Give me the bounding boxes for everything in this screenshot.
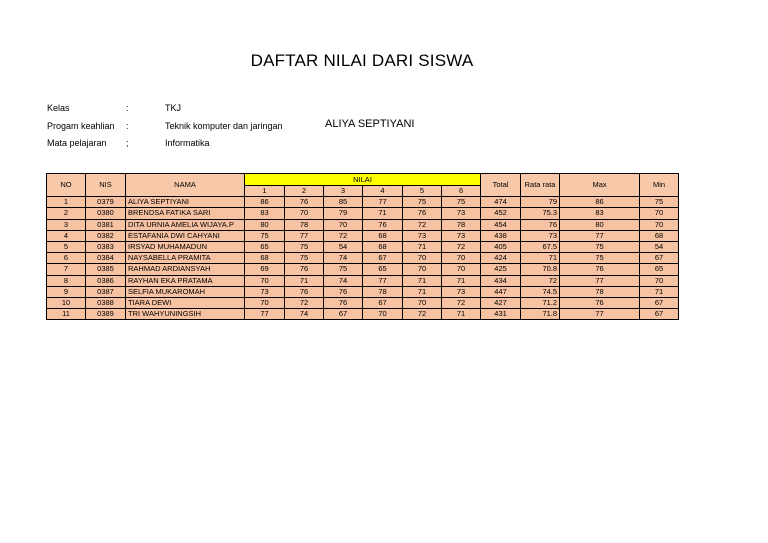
row-max: 86 [560, 197, 640, 208]
row-max: 78 [560, 286, 640, 297]
row-no: 3 [47, 219, 86, 230]
row-total: 405 [481, 241, 521, 252]
header-no: NO [47, 174, 86, 197]
row-nilai: 70 [285, 208, 324, 219]
row-rata: 75.3 [521, 208, 560, 219]
table-row [47, 297, 679, 308]
row-nilai: 76 [285, 197, 324, 208]
row-nilai: 65 [363, 264, 403, 275]
info-label-program: Progam keahlian [47, 121, 115, 131]
row-min: 67 [640, 297, 679, 308]
info-value-mapel: Informatika [165, 138, 210, 148]
row-nilai: 74 [285, 309, 324, 320]
row-nis: 0385 [86, 264, 126, 275]
table-row [47, 286, 679, 297]
row-nilai: 68 [363, 241, 403, 252]
row-max: 77 [560, 309, 640, 320]
row-nilai: 65 [245, 241, 285, 252]
row-nilai: 73 [403, 230, 442, 241]
row-max: 77 [560, 275, 640, 286]
table-row [47, 241, 679, 252]
row-nilai: 71 [403, 241, 442, 252]
page-title: DAFTAR NILAI DARI SISWA [250, 51, 474, 70]
info-label-kelas: Kelas [47, 103, 70, 113]
row-nilai: 74 [324, 275, 363, 286]
row-min: 54 [640, 241, 679, 252]
row-no: 11 [47, 309, 86, 320]
row-nilai: 76 [285, 286, 324, 297]
row-nilai: 75 [245, 230, 285, 241]
row-max: 75 [560, 253, 640, 264]
row-rata: 71 [521, 253, 560, 264]
info-colon-mapel: ; [126, 138, 129, 148]
row-nilai: 85 [324, 197, 363, 208]
row-no: 10 [47, 297, 86, 308]
row-nilai: 75 [442, 197, 481, 208]
header-nilai-col: 1 [245, 186, 285, 197]
row-rata: 79 [521, 197, 560, 208]
row-nis: 0388 [86, 297, 126, 308]
row-nilai: 68 [245, 253, 285, 264]
row-nama: RAHMAD ARDIANSYAH [126, 264, 245, 275]
row-nama: NAYSABELLA PRAMITA [126, 253, 245, 264]
header-total: Total [481, 174, 521, 197]
row-nilai: 70 [403, 264, 442, 275]
row-nilai: 76 [324, 297, 363, 308]
table-row [47, 208, 679, 219]
row-total: 431 [481, 309, 521, 320]
row-rata: 67.5 [521, 241, 560, 252]
row-nilai: 71 [285, 275, 324, 286]
row-nilai: 77 [285, 230, 324, 241]
row-nama: IRSYAD MUHAMADUN [126, 241, 245, 252]
row-nama: RAYHAN EKA PRATAMA [126, 275, 245, 286]
row-nilai: 68 [363, 230, 403, 241]
row-nis: 0380 [86, 208, 126, 219]
row-total: 452 [481, 208, 521, 219]
row-nis: 0381 [86, 219, 126, 230]
row-nilai: 67 [324, 309, 363, 320]
row-nilai: 78 [363, 286, 403, 297]
row-nama: DITA URNIA AMELIA WIJAYA.P [126, 219, 245, 230]
table-row [47, 253, 679, 264]
row-nilai: 77 [363, 197, 403, 208]
row-max: 75 [560, 241, 640, 252]
row-nilai: 76 [403, 208, 442, 219]
row-nama: TIARA DEWI [126, 297, 245, 308]
row-nilai: 70 [403, 297, 442, 308]
row-nilai: 76 [285, 264, 324, 275]
row-min: 71 [640, 286, 679, 297]
table-row [47, 264, 679, 275]
row-nilai: 79 [324, 208, 363, 219]
header-nis: NIS [86, 174, 126, 197]
row-max: 77 [560, 230, 640, 241]
row-nama: BRENDSA FATIKA SARI [126, 208, 245, 219]
row-rata: 71.8 [521, 309, 560, 320]
table-row [47, 230, 679, 241]
row-nilai: 71 [442, 309, 481, 320]
row-nilai: 72 [403, 219, 442, 230]
header-nama: NAMA [126, 174, 245, 197]
row-min: 70 [640, 219, 679, 230]
row-rata: 71.2 [521, 297, 560, 308]
row-rata: 72 [521, 275, 560, 286]
row-max: 76 [560, 297, 640, 308]
table-row [47, 275, 679, 286]
row-nilai: 75 [285, 253, 324, 264]
row-nilai: 67 [363, 253, 403, 264]
row-nilai: 71 [442, 275, 481, 286]
header-nilai-col: 5 [403, 186, 442, 197]
row-no: 5 [47, 241, 86, 252]
row-nilai: 72 [285, 297, 324, 308]
row-total: 427 [481, 297, 521, 308]
info-label-mapel: Mata pelajaran [47, 138, 107, 148]
row-min: 67 [640, 309, 679, 320]
row-nilai: 72 [442, 297, 481, 308]
row-total: 454 [481, 219, 521, 230]
row-nama: ALIYA SEPTIYANI [126, 197, 245, 208]
row-nis: 0387 [86, 286, 126, 297]
row-rata: 74.5 [521, 286, 560, 297]
row-nilai: 70 [245, 275, 285, 286]
row-min: 65 [640, 264, 679, 275]
header-max: Max [560, 174, 640, 197]
header-nilai-col: 4 [363, 186, 403, 197]
row-max: 83 [560, 208, 640, 219]
row-nilai: 70 [442, 253, 481, 264]
row-nilai: 73 [245, 286, 285, 297]
row-nilai: 74 [324, 253, 363, 264]
row-min: 75 [640, 197, 679, 208]
row-nilai: 78 [285, 219, 324, 230]
row-no: 6 [47, 253, 86, 264]
row-nis: 0379 [86, 197, 126, 208]
row-nilai: 70 [363, 309, 403, 320]
row-min: 70 [640, 208, 679, 219]
header-rata: Rata rata [521, 174, 560, 197]
row-nilai: 75 [324, 264, 363, 275]
row-rata: 73 [521, 230, 560, 241]
row-max: 80 [560, 219, 640, 230]
row-no: 1 [47, 197, 86, 208]
row-nilai: 73 [442, 230, 481, 241]
row-nilai: 80 [245, 219, 285, 230]
header-nilai: NILAI [245, 174, 481, 186]
row-nilai: 71 [363, 208, 403, 219]
row-total: 434 [481, 275, 521, 286]
header-min: Min [640, 174, 679, 197]
row-min: 70 [640, 275, 679, 286]
row-total: 424 [481, 253, 521, 264]
row-nilai: 72 [403, 309, 442, 320]
row-no: 4 [47, 230, 86, 241]
row-nama: SELFIA MUKAROMAH [126, 286, 245, 297]
row-nilai: 76 [363, 219, 403, 230]
row-total: 438 [481, 230, 521, 241]
row-total: 425 [481, 264, 521, 275]
header-nilai-col: 3 [324, 186, 363, 197]
row-nama: TRI WAHYUNINGSIH [126, 309, 245, 320]
row-nama: ESTAFANIA DWI CAHYANI [126, 230, 245, 241]
row-nilai: 71 [403, 286, 442, 297]
row-nilai: 71 [403, 275, 442, 286]
row-total: 447 [481, 286, 521, 297]
row-nilai: 70 [324, 219, 363, 230]
row-nilai: 70 [442, 264, 481, 275]
row-nis: 0383 [86, 241, 126, 252]
row-no: 2 [47, 208, 86, 219]
row-nilai: 73 [442, 208, 481, 219]
row-no: 9 [47, 286, 86, 297]
row-nilai: 54 [324, 241, 363, 252]
grades-table [46, 173, 679, 320]
row-nilai: 70 [403, 253, 442, 264]
row-nilai: 86 [245, 197, 285, 208]
row-nis: 0384 [86, 253, 126, 264]
row-total: 474 [481, 197, 521, 208]
row-nilai: 69 [245, 264, 285, 275]
row-nilai: 75 [285, 241, 324, 252]
row-nilai: 72 [442, 241, 481, 252]
row-no: 8 [47, 275, 86, 286]
row-min: 67 [640, 253, 679, 264]
info-value-program: Teknik komputer dan jaringan [165, 121, 283, 131]
row-nilai: 77 [363, 275, 403, 286]
row-nilai: 67 [363, 297, 403, 308]
row-nilai: 77 [245, 309, 285, 320]
info-colon-program: : [126, 121, 129, 131]
info-value-kelas: TKJ [165, 103, 182, 113]
header-nilai-col: 6 [442, 186, 481, 197]
row-rata: 70.8 [521, 264, 560, 275]
table-row [47, 219, 679, 230]
row-nilai: 76 [324, 286, 363, 297]
row-nilai: 75 [403, 197, 442, 208]
row-nis: 0389 [86, 309, 126, 320]
row-max: 76 [560, 264, 640, 275]
row-nilai: 73 [442, 286, 481, 297]
table-row [47, 309, 679, 320]
header-nilai-col: 2 [285, 186, 324, 197]
row-rata: 76 [521, 219, 560, 230]
row-nilai: 83 [245, 208, 285, 219]
row-nilai: 78 [442, 219, 481, 230]
row-nis: 0382 [86, 230, 126, 241]
row-min: 68 [640, 230, 679, 241]
row-no: 7 [47, 264, 86, 275]
highlight-student-name: ALIYA SEPTIYANI [325, 118, 415, 130]
row-nilai: 72 [324, 230, 363, 241]
table-row [47, 197, 679, 208]
row-nis: 0386 [86, 275, 126, 286]
row-nilai: 70 [245, 297, 285, 308]
info-colon-kelas: : [126, 103, 129, 113]
